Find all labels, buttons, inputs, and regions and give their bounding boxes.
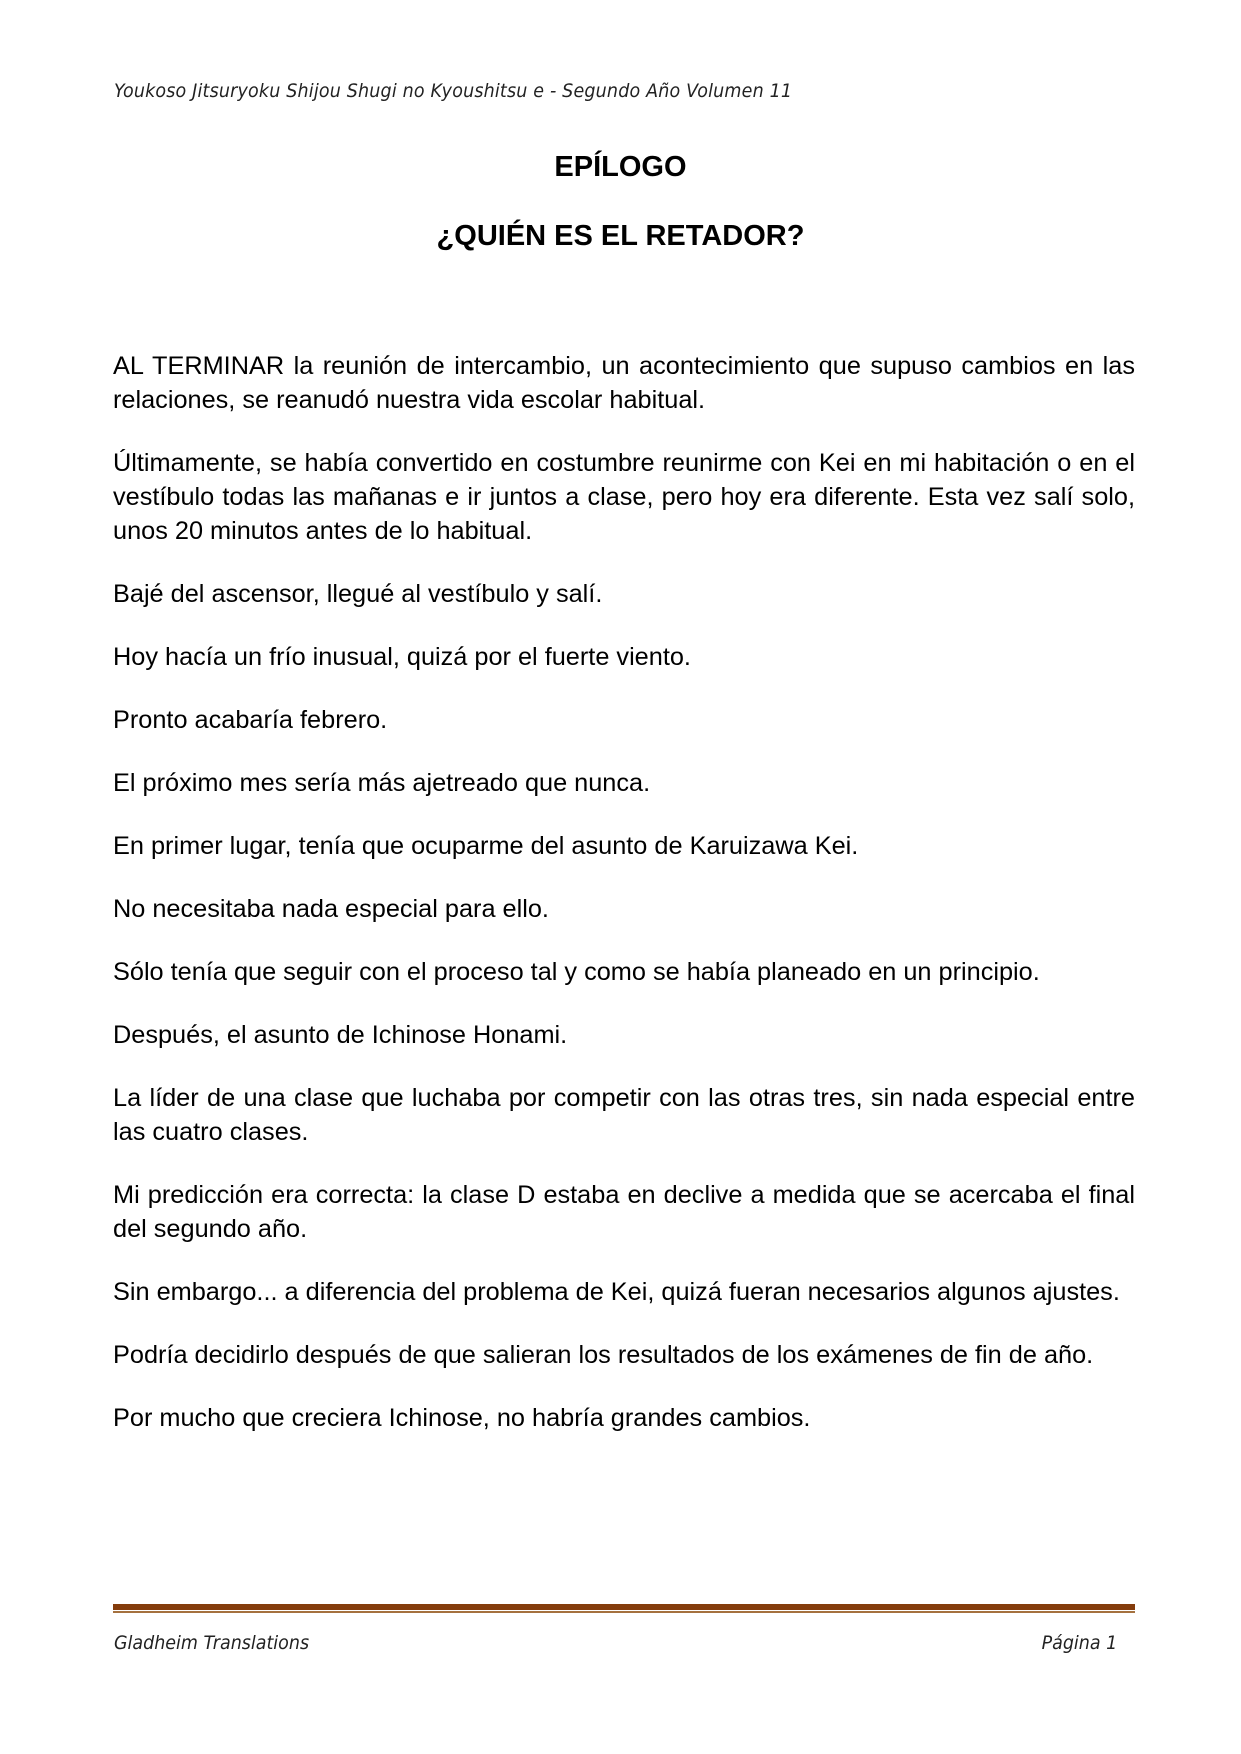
paragraph: Bajé del ascensor, llegué al vestíbulo y salí. [113,580,603,608]
footer-divider [113,1604,1135,1614]
chapter-title: EPÍLOGO [554,151,687,183]
paragraph: Después, el asunto de Ichinose Honami. [113,1021,568,1049]
footer-divider-thin [113,1611,1135,1613]
paragraph: AL TERMINAR la reunión de intercambio, un acontecimiento que supuso cambios en las relaciones, se reanudó nuestra vida escolar habitual. [113,352,1135,414]
paragraph: Mi predicción era correcta: la clase D estaba en declive a medida que se acercaba el final del segundo año. [113,1181,1135,1243]
paragraph: Podría decidirlo después de que salieran los resultados de los exámenes de fin de año. [113,1341,1094,1369]
paragraph: Pronto acabaría febrero. [113,706,388,734]
paragraph: Sólo tenía que seguir con el proceso tal y como se había planeado en un principio. [113,958,1040,986]
paragraph: Por mucho que creciera Ichinose, no habría grandes cambios. [113,1404,811,1432]
chapter-subtitle: ¿QUIÉN ES EL RETADOR? [436,220,805,252]
paragraph: Hoy hacía un frío inusual, quizá por el fuerte viento. [113,643,691,671]
paragraph: Últimamente, se había convertido en costumbre reunirme con Kei en mi habitación o en el vestíbulo todas las mañanas e ir juntos a clase, pero hoy era diferente. Esta vez salí solo, unos 20 minutos antes de lo habitual. [113,449,1135,545]
body-text [113,349,1135,1464]
paragraph: En primer lugar, tenía que ocuparme del asunto de Karuizawa Kei. [113,832,859,860]
paragraph: El próximo mes sería más ajetreado que nunca. [113,769,651,797]
page-number: Página 1 [1041,1632,1117,1654]
running-header: Youkoso Jitsuryoku Shijou Shugi no Kyoushitsu e - Segundo Año Volumen 11 [114,80,793,102]
paragraph: Sin embargo... a diferencia del problema de Kei, quizá fueran necesarios algunos ajustes. [113,1278,1120,1306]
footer-credit: Gladheim Translations [114,1632,310,1654]
paragraph: La líder de una clase que luchaba por competir con las otras tres, sin nada especial entre las cuatro clases. [113,1084,1135,1146]
paragraph: No necesitaba nada especial para ello. [113,895,549,923]
